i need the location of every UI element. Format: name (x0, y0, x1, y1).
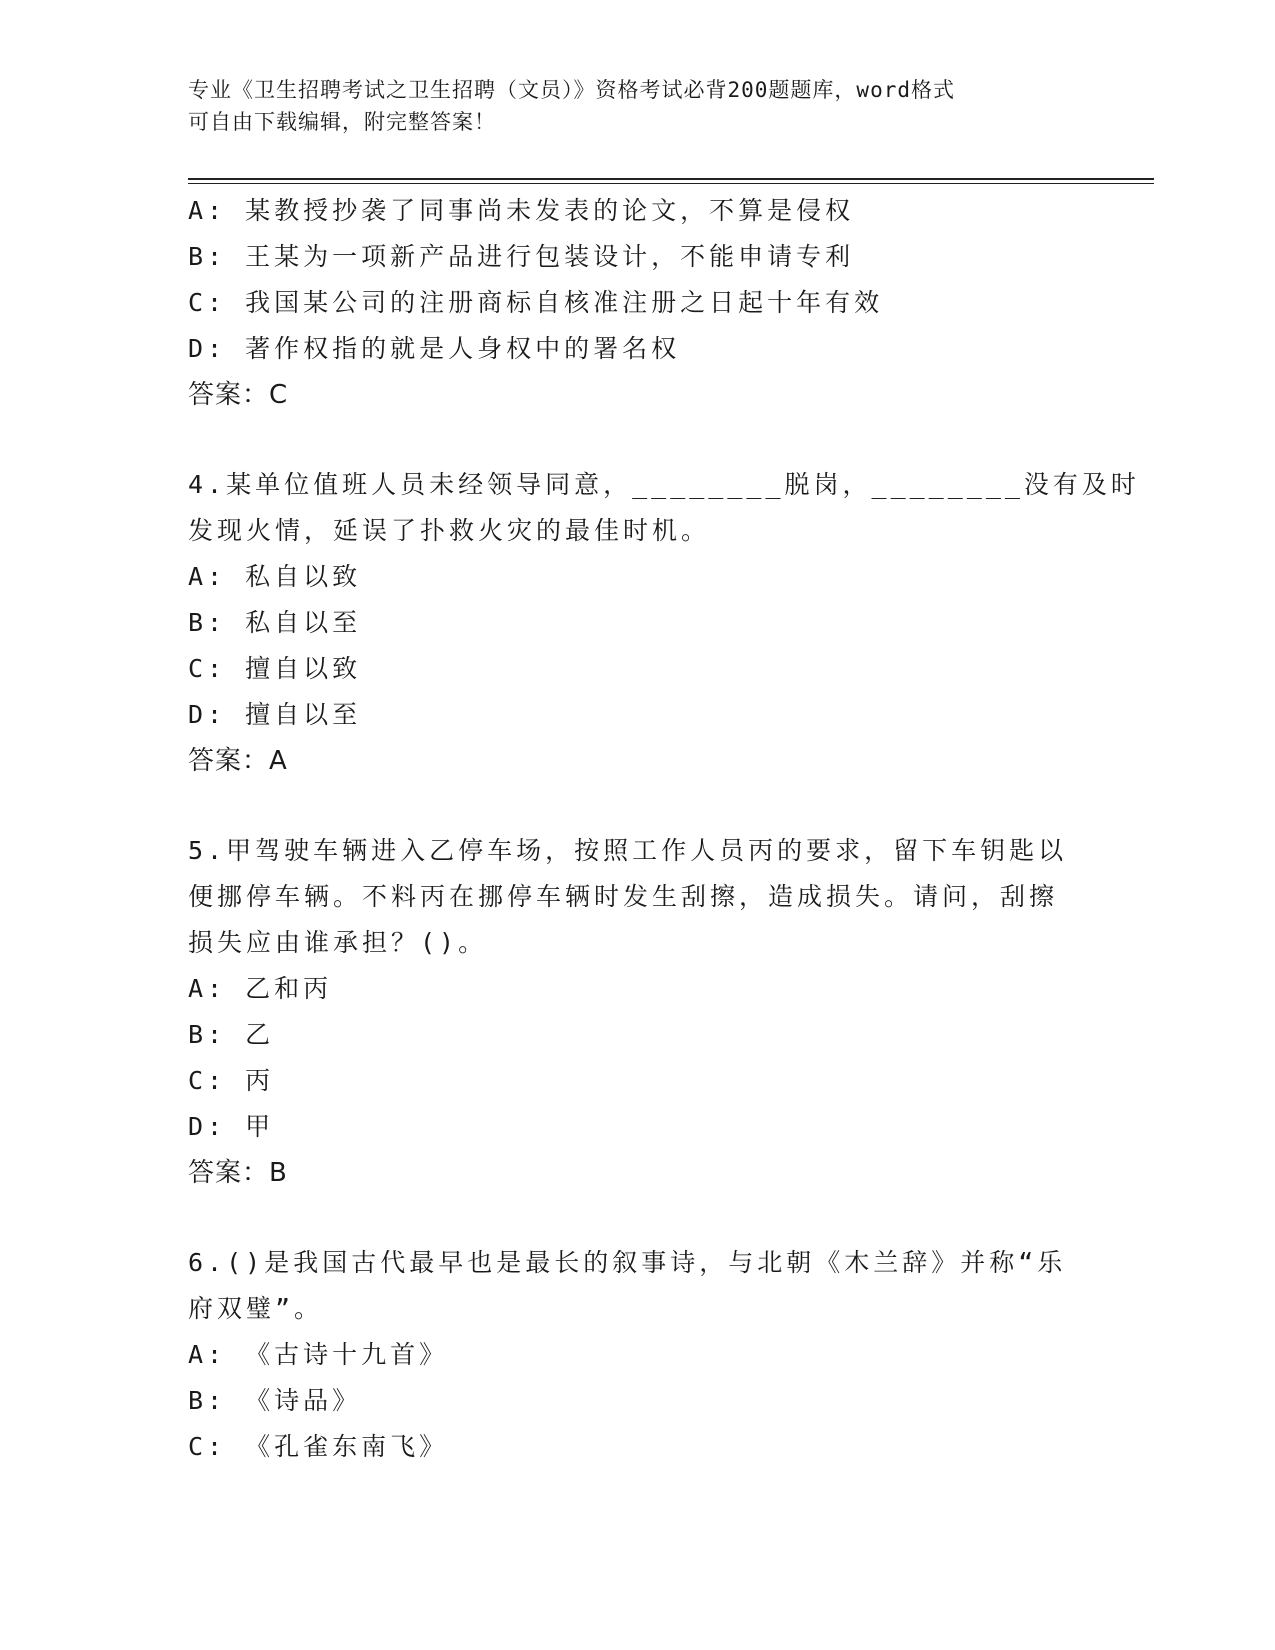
option-c: C: 《孔雀东南飞》 (188, 1432, 449, 1461)
question-text-line: 4.某单位值班人员未经领导同意，________脱岗，________没有及时 (188, 470, 1140, 499)
answer-line: 答案：C (188, 380, 289, 410)
option-d: D: 著作权指的就是人身权中的署名权 (188, 334, 681, 363)
spacer (188, 1196, 1068, 1240)
header-line-1: 专业《卫生招聘考试之卫生招聘（文员）》资格考试必背200题题库，word格式 (188, 78, 955, 102)
question-text-line: 损失应由谁承担？()。 (188, 928, 488, 957)
option-c: C: 擅自以致 (188, 654, 362, 683)
question-block (188, 828, 1068, 1196)
option-d: D: 甲 (188, 1112, 275, 1141)
option-d: D: 擅自以至 (188, 700, 362, 729)
spacer (188, 418, 1068, 462)
question-block (188, 1240, 1068, 1470)
spacer (188, 784, 1068, 828)
option-b: B: 《诗品》 (188, 1386, 362, 1415)
option-a: A: 乙和丙 (188, 974, 333, 1003)
question-list (188, 188, 1140, 1470)
question-block (188, 188, 1068, 418)
header-line-2: 可自由下载编辑，附完整答案！ (188, 110, 496, 134)
document-header (188, 74, 1068, 138)
header-divider-thick (188, 178, 1154, 180)
question-block (188, 462, 1140, 784)
option-a: A: 私自以致 (188, 562, 362, 591)
option-c: C: 我国某公司的注册商标自核准注册之日起十年有效 (188, 288, 884, 317)
question-text-line: 5.甲驾驶车辆进入乙停车场，按照工作人员丙的要求，留下车钥匙以 (188, 836, 1068, 865)
question-text-line: 发现火情，延误了扑救火灾的最佳时机。 (188, 516, 711, 545)
question-text-line: 便挪停车辆。不料丙在挪停车辆时发生刮擦，造成损失。请问，刮擦 (188, 882, 1059, 911)
option-b: B: 乙 (188, 1020, 275, 1049)
question-text-line: 6.()是我国古代最早也是最长的叙事诗，与北朝《木兰辞》并称“乐 (188, 1248, 1067, 1277)
answer-line: 答案：A (188, 746, 288, 776)
option-a: A: 《古诗十九首》 (188, 1340, 449, 1369)
option-c: C: 丙 (188, 1066, 275, 1095)
option-b: B: 王某为一项新产品进行包装设计，不能申请专利 (188, 242, 855, 271)
option-b: B: 私自以至 (188, 608, 362, 637)
answer-line: 答案：B (188, 1158, 288, 1188)
option-a: A: 某教授抄袭了同事尚未发表的论文，不算是侵权 (188, 196, 855, 225)
question-text-line: 府双璧”。 (188, 1294, 324, 1323)
header-divider-thin (188, 183, 1154, 184)
